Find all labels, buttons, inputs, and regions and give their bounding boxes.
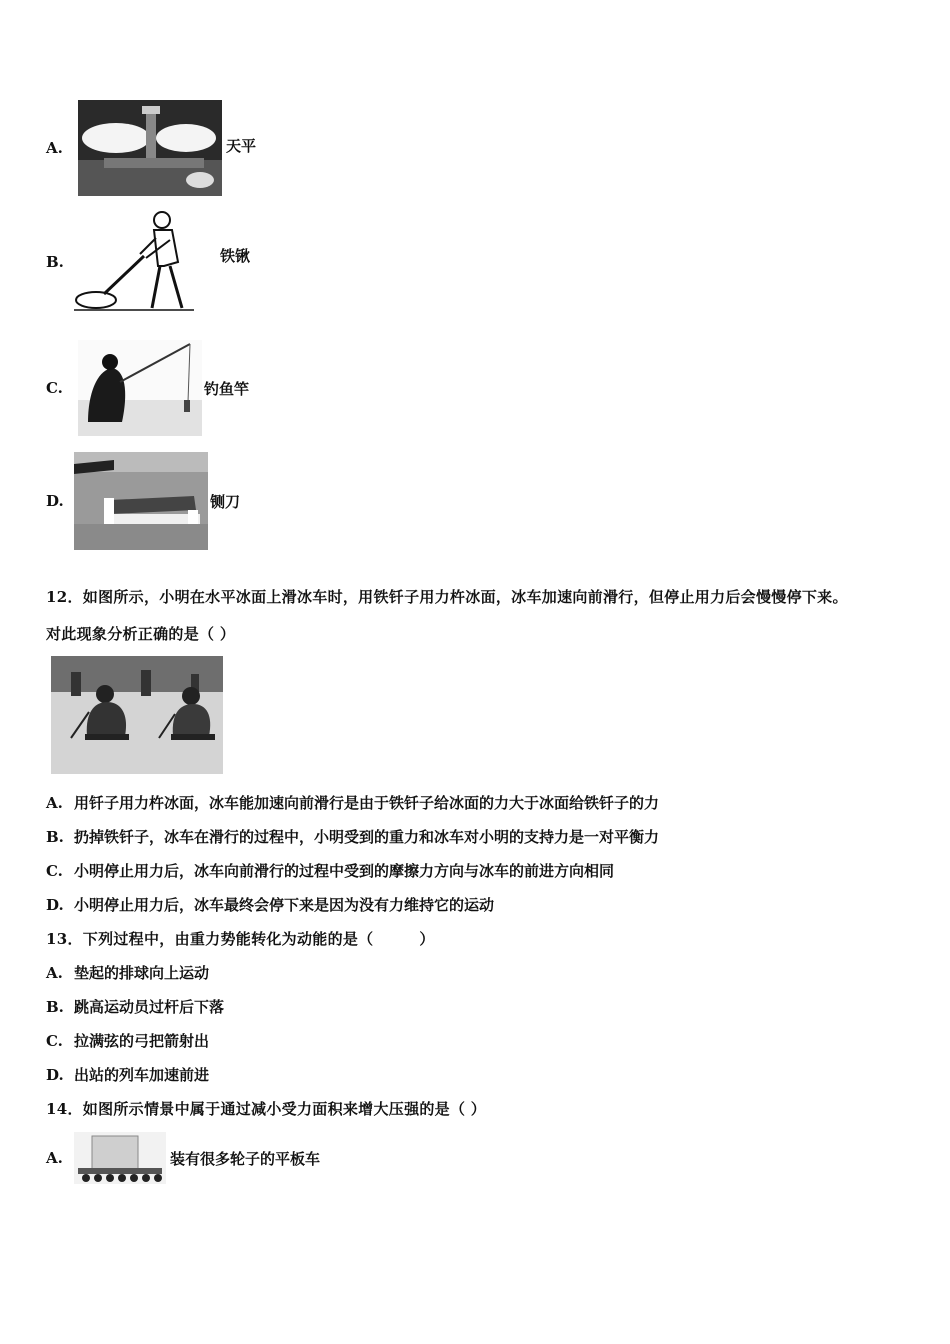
option-label: 铡刀 bbox=[210, 492, 241, 511]
shovel-image bbox=[74, 210, 212, 314]
option-letter: C. bbox=[46, 379, 63, 397]
option-text: 小明停止用力后，冰车向前滑行的过程中受到的摩擦力方向与冰车的前进方向相同 bbox=[74, 862, 615, 880]
balance-scale-image bbox=[74, 100, 222, 196]
q11-option-c[interactable] bbox=[46, 340, 249, 436]
q12-stem-line2: 对此现象分析正确的是（ ） bbox=[46, 625, 236, 643]
q12-option-a[interactable] bbox=[46, 792, 659, 813]
option-label: 天平 bbox=[226, 136, 257, 155]
q11-option-a[interactable] bbox=[46, 100, 256, 196]
q14-stem: 14．如图所示情景中属于通过减小受力面积来增大压强的是（ ） bbox=[46, 1100, 487, 1118]
q12-stem-line1: 12．如图所示，小明在水平冰面上滑冰车时，用铁钎子用力杵冰面，冰车加速向前滑行，但停止用力后会慢慢停下来。 bbox=[46, 588, 848, 606]
option-letter: B. bbox=[46, 253, 64, 271]
q13-option-b[interactable] bbox=[46, 996, 224, 1017]
option-letter: A. bbox=[46, 794, 63, 812]
option-letter: D. bbox=[46, 1066, 64, 1084]
q12-option-c[interactable] bbox=[46, 860, 614, 881]
option-letter: B. bbox=[46, 998, 64, 1016]
option-text: 出站的列车加速前进 bbox=[74, 1066, 210, 1084]
q11-option-d[interactable] bbox=[46, 452, 240, 550]
option-letter: C. bbox=[46, 1032, 63, 1050]
fishing-rod-image bbox=[74, 340, 202, 436]
option-text: 小明停止用力后，冰车最终会停下来是因为没有力维持它的运动 bbox=[74, 896, 495, 914]
option-letter: C. bbox=[46, 862, 63, 880]
option-text: 拉满弦的弓把箭射出 bbox=[74, 1032, 210, 1050]
option-label: 钓鱼竿 bbox=[204, 379, 250, 398]
option-letter: A. bbox=[46, 139, 63, 157]
option-letter: A. bbox=[46, 1149, 63, 1167]
q11-option-b[interactable] bbox=[46, 210, 250, 314]
q13-stem: 13．下列过程中，由重力势能转化为动能的是（ ） bbox=[46, 930, 435, 948]
option-text: 垫起的排球向上运动 bbox=[74, 964, 210, 982]
option-text: 用钎子用力杵冰面，冰车能加速向前滑行是由于铁钎子给冰面的力大于冰面给铁钎子的力 bbox=[74, 794, 660, 812]
ice-sled-image bbox=[51, 656, 223, 774]
q13-option-d[interactable] bbox=[46, 1064, 209, 1085]
option-letter: D. bbox=[46, 492, 64, 510]
q12-option-d[interactable] bbox=[46, 894, 494, 915]
q14-option-a[interactable] bbox=[46, 1132, 320, 1184]
option-letter: B. bbox=[46, 828, 64, 846]
option-label: 铁锹 bbox=[220, 246, 251, 265]
option-letter: D. bbox=[46, 896, 64, 914]
option-text: 扔掉铁钎子，冰车在滑行的过程中，小明受到的重力和冰车对小明的支持力是一对平衡力 bbox=[74, 828, 660, 846]
guillotine-cutter-image bbox=[74, 452, 208, 550]
q12-option-b[interactable] bbox=[46, 826, 659, 847]
option-letter: A. bbox=[46, 964, 63, 982]
flatbed-truck-image bbox=[74, 1132, 166, 1184]
q13-option-c[interactable] bbox=[46, 1030, 209, 1051]
q13-option-a[interactable] bbox=[46, 962, 209, 983]
option-text: 跳高运动员过杆后下落 bbox=[74, 998, 225, 1016]
option-label: 装有很多轮子的平板车 bbox=[170, 1149, 321, 1168]
